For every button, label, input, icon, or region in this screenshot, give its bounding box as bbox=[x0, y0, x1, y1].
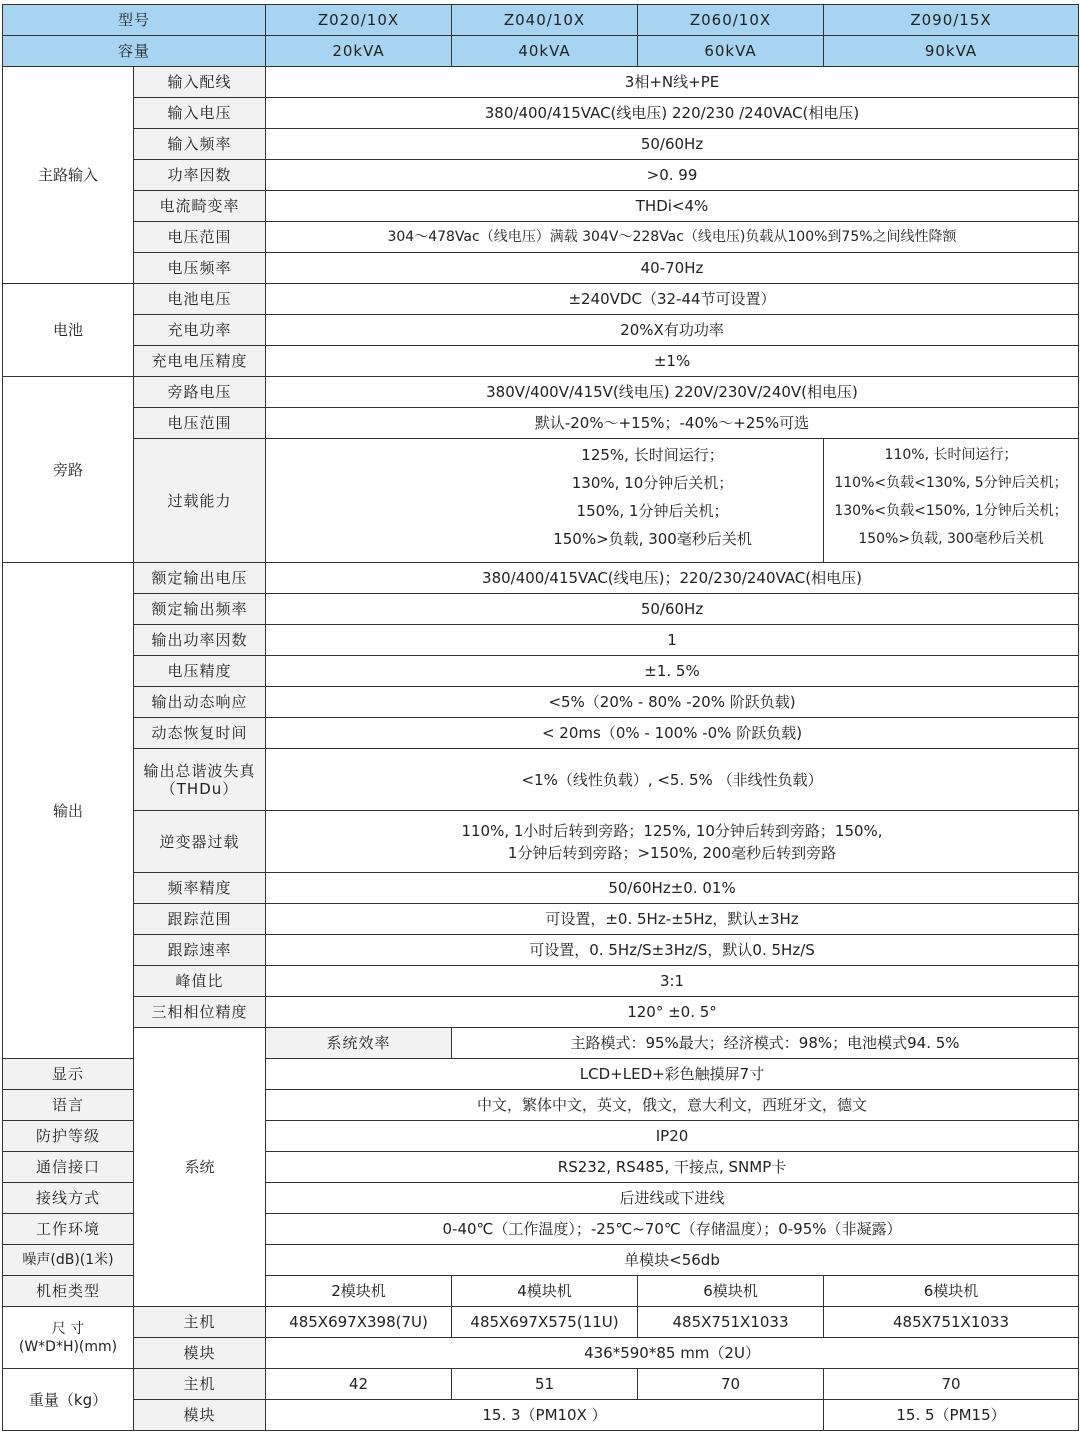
row-label: 过载能力 bbox=[134, 439, 266, 563]
row-label bbox=[134, 749, 266, 811]
row-value: 0-40℃（工作温度）；-25℃~70℃（存储温度）；0-95%（非凝露） bbox=[266, 1214, 1079, 1245]
row-value: THDi<4% bbox=[266, 191, 1079, 222]
table-row bbox=[3, 749, 1079, 811]
row-label: 系统效率 bbox=[266, 1028, 452, 1059]
row-value: 中文，繁体中文，英文，俄文，意大利文，西班牙文，德文 bbox=[266, 1090, 1079, 1121]
row-value: 可设置，±0. 5Hz-±5Hz，默认±3Hz bbox=[266, 904, 1079, 935]
row-label: 防护等级 bbox=[3, 1121, 134, 1152]
dimensions-unit: (W*D*H)(mm) bbox=[18, 1338, 118, 1355]
table-row bbox=[3, 67, 1079, 98]
table-row bbox=[3, 439, 1079, 563]
table-row bbox=[3, 718, 1079, 749]
weight-value: 70 bbox=[638, 1369, 824, 1400]
overload-right-line: 150%>负载, 300毫秒后关机 bbox=[858, 530, 1044, 547]
dimension-value: 485X751X1033 bbox=[638, 1307, 824, 1338]
row-label: 频率精度 bbox=[134, 873, 266, 904]
row-value: 后进线或下进线 bbox=[266, 1183, 1079, 1214]
table-row bbox=[3, 160, 1079, 191]
overload-left-line: 150%, 1分钟后关机； bbox=[576, 501, 729, 520]
row-value: 380/400/415VAC(线电压)；220/230/240VAC(相电压) bbox=[266, 563, 1079, 594]
model-4: Z090/15X bbox=[824, 5, 1079, 36]
table-row bbox=[3, 1338, 1079, 1369]
row-label: 逆变器过载 bbox=[134, 811, 266, 873]
capacity-label: 容量 bbox=[3, 36, 266, 67]
row-value: 304～478Vac（线电压）满载 304V～228Vac（线电压)负载从100%到75%之间线性降额 bbox=[266, 222, 1079, 253]
table-row bbox=[3, 284, 1079, 315]
table-row bbox=[3, 377, 1079, 408]
table-row bbox=[3, 191, 1079, 222]
table-row bbox=[3, 873, 1079, 904]
table-row bbox=[3, 625, 1079, 656]
overload-right bbox=[824, 439, 1079, 563]
row-value: < 20ms（0% - 100% -0% 阶跃负载) bbox=[266, 718, 1079, 749]
row-label: 动态恢复时间 bbox=[134, 718, 266, 749]
row-value: RS232, RS485, 干接点, SNMP卡 bbox=[266, 1152, 1079, 1183]
row-label: 显示 bbox=[3, 1059, 134, 1090]
category-output: 输出 bbox=[3, 563, 134, 1059]
row-label: 电流畸变率 bbox=[134, 191, 266, 222]
table-row bbox=[3, 222, 1079, 253]
row-label: 峰值比 bbox=[134, 966, 266, 997]
row-value: ±1. 5% bbox=[266, 656, 1079, 687]
dimensions-title: 尺 寸 bbox=[51, 1320, 85, 1337]
row-label: 充电功率 bbox=[134, 315, 266, 346]
row-value: IP20 bbox=[266, 1121, 1079, 1152]
row-label: 噪声(dB)(1米) bbox=[3, 1245, 134, 1276]
row-value: >0. 99 bbox=[266, 160, 1079, 191]
row-value: 120° ±0. 5° bbox=[266, 997, 1079, 1028]
table-row bbox=[3, 1307, 1079, 1338]
category-system: 系统 bbox=[134, 1028, 266, 1307]
capacity-4: 90kVA bbox=[824, 36, 1079, 67]
inverter-overload-line2: 1分钟后转到旁路；>150%, 200毫秒后转到旁路 bbox=[507, 843, 837, 862]
cabinet-value: 6模块机 bbox=[638, 1276, 824, 1307]
capacity-1: 20kVA bbox=[266, 36, 452, 67]
row-label: 输出功率因数 bbox=[134, 625, 266, 656]
table-row bbox=[3, 346, 1079, 377]
row-label: 电压精度 bbox=[134, 656, 266, 687]
weight-module-value: 15. 5（PM15） bbox=[824, 1400, 1079, 1431]
table-row bbox=[3, 904, 1079, 935]
table-row bbox=[3, 1369, 1079, 1400]
category-main-input: 主路输入 bbox=[3, 67, 134, 284]
header-row-model bbox=[3, 5, 1079, 36]
model-label: 型号 bbox=[3, 5, 266, 36]
category-weight: 重量（kg） bbox=[3, 1369, 134, 1431]
row-value: 默认-20%～+15%；-40%～+25%可选 bbox=[266, 408, 1079, 439]
row-label: 输出动态响应 bbox=[134, 687, 266, 718]
row-value: 可设置，0. 5Hz/S±3Hz/S，默认0. 5Hz/S bbox=[266, 935, 1079, 966]
row-label: 额定输出电压 bbox=[134, 563, 266, 594]
row-label: 旁路电压 bbox=[134, 377, 266, 408]
row-value: <5%（20% - 80% -20% 阶跃负载) bbox=[266, 687, 1079, 718]
row-value: <1%（线性负载）, <5. 5% （非线性负载） bbox=[266, 749, 1079, 811]
row-value: 1 bbox=[266, 625, 1079, 656]
row-label: 功率因数 bbox=[134, 160, 266, 191]
row-value: 3:1 bbox=[266, 966, 1079, 997]
dimension-value: 485X751X1033 bbox=[824, 1307, 1079, 1338]
row-value: 主路模式：95%最大；经济模式：98%；电池模式94. 5% bbox=[452, 1028, 1079, 1059]
row-label: 电池电压 bbox=[134, 284, 266, 315]
row-label: 主机 bbox=[134, 1369, 266, 1400]
row-value: 20%X有功功率 bbox=[266, 315, 1079, 346]
row-value: ±240VDC（32-44节可设置） bbox=[266, 284, 1079, 315]
row-label: 输入电压 bbox=[134, 98, 266, 129]
category-bypass: 旁路 bbox=[3, 377, 134, 563]
overload-left-line: 130%, 10分钟后关机； bbox=[571, 473, 734, 492]
row-label: 电压范围 bbox=[134, 408, 266, 439]
dimension-value: 485X697X575(11U) bbox=[452, 1307, 638, 1338]
row-value: 380/400/415VAC(线电压) 220/230 /240VAC(相电压) bbox=[266, 98, 1079, 129]
weight-value: 42 bbox=[266, 1369, 452, 1400]
overload-right-line: 130%<负载<150%, 1分钟后关机； bbox=[834, 502, 1068, 519]
row-label: 模块 bbox=[134, 1338, 266, 1369]
thdu-label-line2: （THDu） bbox=[160, 779, 239, 798]
table-row bbox=[3, 563, 1079, 594]
weight-value: 70 bbox=[824, 1369, 1079, 1400]
overload-right-line: 110%<负载<130%, 5分钟后关机； bbox=[834, 474, 1068, 491]
overload-left bbox=[266, 439, 824, 563]
row-label: 工作环境 bbox=[3, 1214, 134, 1245]
table-row bbox=[3, 315, 1079, 346]
model-2: Z040/10X bbox=[452, 5, 638, 36]
row-label: 模块 bbox=[134, 1400, 266, 1431]
row-value: 50/60Hz±0. 01% bbox=[266, 873, 1079, 904]
table-row bbox=[3, 129, 1079, 160]
table-row bbox=[3, 687, 1079, 718]
table-row bbox=[3, 1028, 1079, 1059]
row-value: 50/60Hz bbox=[266, 594, 1079, 625]
table-row bbox=[3, 594, 1079, 625]
category-battery: 电池 bbox=[3, 284, 134, 377]
row-value: 380V/400V/415V(线电压) 220V/230V/240V(相电压) bbox=[266, 377, 1079, 408]
table-row bbox=[3, 966, 1079, 997]
header-row-capacity bbox=[3, 36, 1079, 67]
row-value: 436*590*85 mm（2U） bbox=[266, 1338, 1079, 1369]
row-value: ±1% bbox=[266, 346, 1079, 377]
table-row bbox=[3, 811, 1079, 873]
row-label: 输入配线 bbox=[134, 67, 266, 98]
cabinet-value: 4模块机 bbox=[452, 1276, 638, 1307]
row-value: 单模块<56db bbox=[266, 1245, 1079, 1276]
row-label: 电压频率 bbox=[134, 253, 266, 284]
row-label: 语言 bbox=[3, 1090, 134, 1121]
category-dimensions bbox=[3, 1307, 134, 1369]
row-label: 主机 bbox=[134, 1307, 266, 1338]
row-value: LCD+LED+彩色触摸屏7寸 bbox=[266, 1059, 1079, 1090]
table-row bbox=[3, 997, 1079, 1028]
row-label: 跟踪范围 bbox=[134, 904, 266, 935]
table-row bbox=[3, 656, 1079, 687]
table-row bbox=[3, 935, 1079, 966]
row-value: 3相+N线+PE bbox=[266, 67, 1079, 98]
row-label: 电压范围 bbox=[134, 222, 266, 253]
spec-table bbox=[2, 4, 1079, 1431]
cabinet-value: 2模块机 bbox=[266, 1276, 452, 1307]
capacity-3: 60kVA bbox=[638, 36, 824, 67]
overload-right-line: 110%, 长时间运行； bbox=[884, 446, 1018, 463]
dimension-value: 485X697X398(7U) bbox=[266, 1307, 452, 1338]
row-label: 机柜类型 bbox=[3, 1276, 134, 1307]
overload-left-line: 150%>负载, 300毫秒后关机 bbox=[553, 529, 752, 548]
capacity-2: 40kVA bbox=[452, 36, 638, 67]
overload-left-line: 125%, 长时间运行； bbox=[581, 445, 724, 464]
inverter-overload-line1: 110%, 1小时后转到旁路；125%, 10分钟后转到旁路；150%, bbox=[461, 821, 883, 840]
row-value: 40-70Hz bbox=[266, 253, 1079, 284]
row-label: 充电电压精度 bbox=[134, 346, 266, 377]
row-label: 接线方式 bbox=[3, 1183, 134, 1214]
table-row bbox=[3, 253, 1079, 284]
weight-module-value: 15. 3（PM10X ） bbox=[266, 1400, 824, 1431]
model-1: Z020/10X bbox=[266, 5, 452, 36]
table-row bbox=[3, 1400, 1079, 1431]
thdu-label-line1: 输出总谐波失真 bbox=[143, 761, 256, 780]
row-label: 跟踪速率 bbox=[134, 935, 266, 966]
row-value: 50/60Hz bbox=[266, 129, 1079, 160]
cabinet-value: 6模块机 bbox=[824, 1276, 1079, 1307]
row-label: 通信接口 bbox=[3, 1152, 134, 1183]
row-label: 输入频率 bbox=[134, 129, 266, 160]
table-row bbox=[3, 98, 1079, 129]
table-row bbox=[3, 408, 1079, 439]
row-label: 额定输出频率 bbox=[134, 594, 266, 625]
weight-value: 51 bbox=[452, 1369, 638, 1400]
model-3: Z060/10X bbox=[638, 5, 824, 36]
row-value bbox=[266, 811, 1079, 873]
row-label: 三相相位精度 bbox=[134, 997, 266, 1028]
